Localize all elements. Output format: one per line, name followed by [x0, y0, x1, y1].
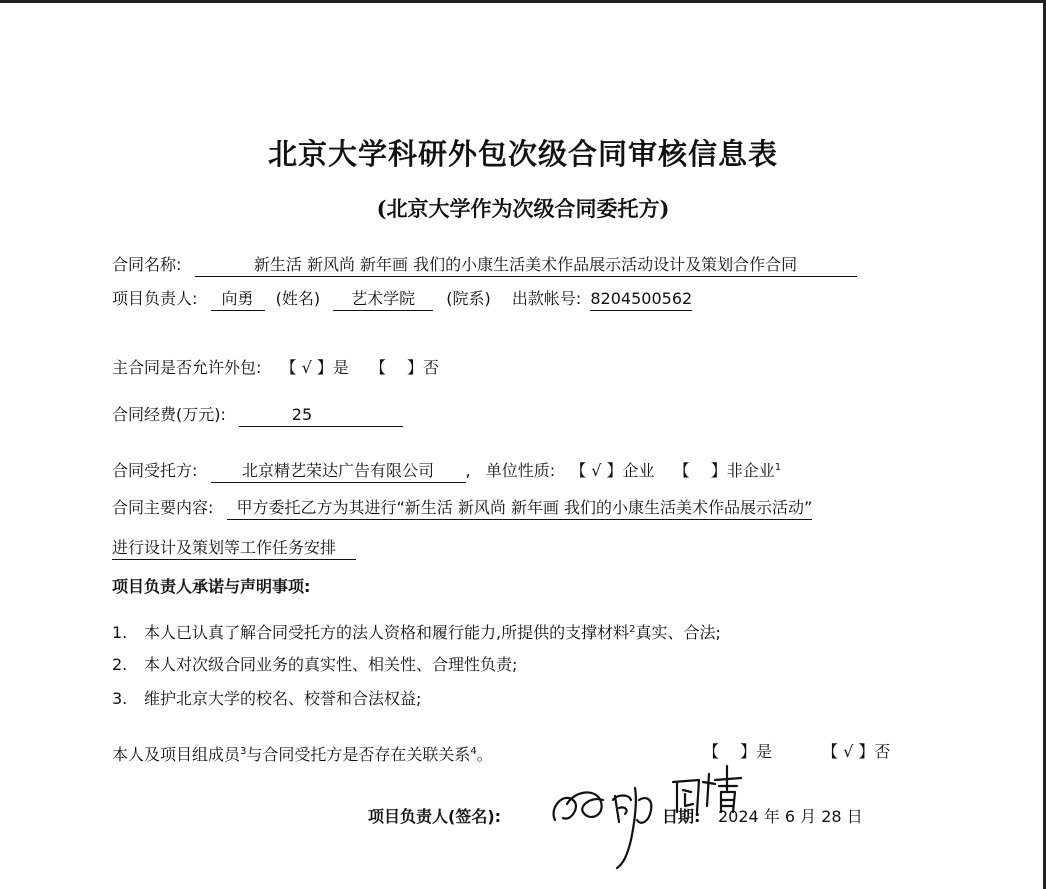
- trustee-label: 合同受托方:: [112, 461, 198, 480]
- commitment-number: 3.: [112, 689, 128, 708]
- fee-value: 25: [291, 405, 313, 424]
- leader-label: 项目负责人:: [112, 289, 198, 308]
- content-row-2: [112, 537, 356, 560]
- footnote-2: 2: [629, 624, 636, 635]
- department-value: 艺术学院: [333, 288, 433, 311]
- non-enterprise-mark: 【 】非企业: [673, 461, 775, 480]
- fee-row: [112, 404, 403, 427]
- department-suffix: (院系): [446, 289, 491, 308]
- commitment-item-1: [112, 619, 721, 644]
- signature-label: 项目负责人(签名):: [368, 807, 502, 826]
- footnote-4: 4: [470, 746, 477, 757]
- commitment-number: 1.: [112, 623, 128, 642]
- content-row: [112, 497, 812, 520]
- footnote-1: 1: [774, 462, 782, 473]
- subcontract-row: [112, 357, 439, 379]
- leader-name-value: 向勇: [211, 288, 265, 311]
- scan-border-top: [0, 0, 1046, 3]
- footnote-3: 3: [240, 746, 247, 757]
- relation-text-c: 。: [476, 745, 493, 764]
- commitment-text: 本人已认真了解合同受托方的法人资格和履行能力,所提供的支撑材料: [144, 623, 630, 642]
- commitment-item-2: [112, 654, 517, 676]
- document-title: 北京大学科研外包次级合同审核信息表: [267, 137, 778, 171]
- subcontract-label: 主合同是否允许外包:: [112, 358, 262, 377]
- enterprise-mark: 【 √ 】企业: [570, 461, 655, 480]
- commitments-heading: 项目负责人承诺与声明事项:: [112, 577, 311, 596]
- contract-name-value: 新生活 新风尚 新年画 我们的小康生活美术作品展示活动设计及策划合作合同: [195, 254, 857, 277]
- account-label: 出款帐号:: [511, 289, 582, 308]
- unit-nature-label: 单位性质:: [485, 461, 556, 480]
- relation-text-a: 本人及项目组成员: [112, 745, 241, 764]
- relation-text-b: 与合同受托方是否存在关联关系: [246, 745, 471, 764]
- subcontract-no-mark: 【 】否: [369, 358, 440, 377]
- contract-name-label: 合同名称:: [112, 255, 182, 274]
- handwritten-signature: [545, 760, 760, 875]
- relation-row: [112, 741, 493, 766]
- trustee-row: [112, 457, 781, 483]
- content-label: 合同主要内容:: [112, 498, 214, 517]
- contract-name-row: [112, 254, 857, 277]
- commitment-text: 维护北京大学的校名、校誉和合法权益;: [144, 689, 422, 708]
- commitment-item-3: [112, 688, 421, 710]
- relation-yes-mark: 【 】是: [703, 742, 773, 761]
- leader-row: [112, 288, 692, 311]
- content-line-2: 进行设计及策划等工作任务安排: [112, 537, 356, 560]
- leader-name-suffix: (姓名): [275, 289, 321, 308]
- commitment-tail: 真实、合法;: [635, 623, 721, 642]
- date-value: 2024 年 6 月 28 日: [718, 807, 863, 826]
- date-label: 日期:: [662, 807, 701, 826]
- account-value: 8204500562: [590, 288, 692, 311]
- fee-value-field: [239, 404, 403, 427]
- subcontract-yes-mark: 【 √ 】是: [280, 358, 349, 377]
- content-line-1: 甲方委托乙方为其进行“新生活 新风尚 新年画 我们的小康生活美术作品展示活动”: [227, 497, 813, 520]
- commitment-text: 本人对次级合同业务的真实性、相关性、合理性负责;: [144, 655, 518, 674]
- trustee-comma: ,: [465, 461, 471, 480]
- relation-no-mark: 【 √ 】否: [822, 742, 891, 761]
- commitment-number: 2.: [112, 655, 128, 674]
- document-subtitle: (北京大学作为次级合同委托方): [376, 196, 670, 221]
- fee-label: 合同经费(万元):: [112, 405, 226, 424]
- trustee-value: 北京精艺荣达广告有限公司: [211, 460, 466, 483]
